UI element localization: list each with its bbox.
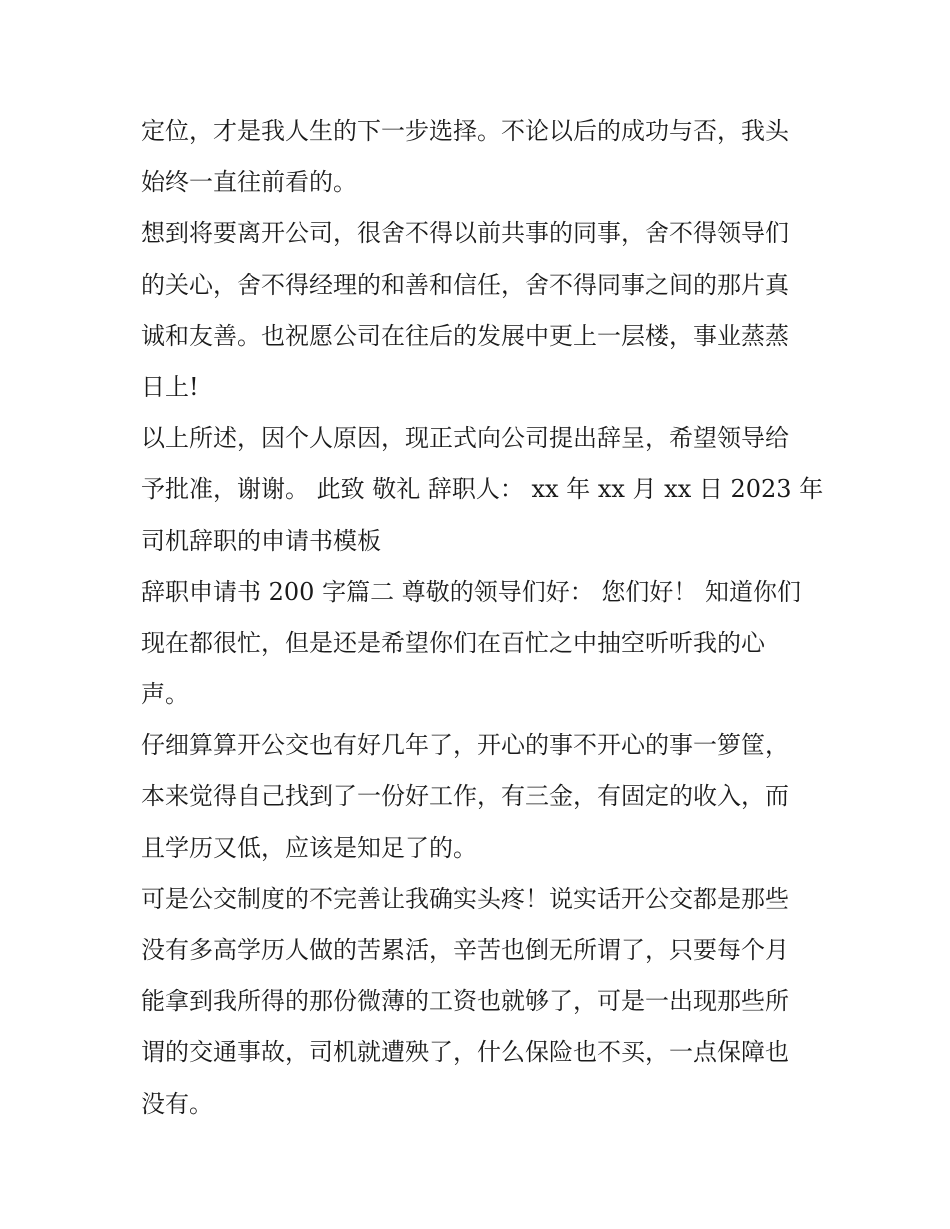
text-line: 能拿到我所得的那份微薄的工资也就够了，可是一出现那些所 <box>141 987 789 1016</box>
body-text <box>141 106 824 1130</box>
text-line: 的关心，舍不得经理的和善和信任，舍不得同事之间的那片真 <box>141 270 789 299</box>
text-line: 声。 <box>141 680 189 709</box>
text-line: 以上所述，因个人原因，现正式向公司提出辞呈，希望领导给 <box>141 424 789 453</box>
text-line: 想到将要离开公司，很舍不得以前共事的同事，舍不得领导们 <box>141 219 789 248</box>
text-line: 始终一直往前看的。 <box>141 168 357 197</box>
text-line: 没有多高学历人做的苦累活，辛苦也倒无所谓了，只要每个月 <box>141 936 789 964</box>
text-line: 现在都很忙，但是还是希望你们在百忙之中抽空听听我的心 <box>141 628 765 657</box>
text-line: 辞职申请书 200 字篇二 尊敬的领导们好： 您们好！ 知道你们 <box>141 577 801 606</box>
text-line: 本来觉得自己找到了一份好工作，有三金，有固定的收入，而 <box>141 782 789 811</box>
section-title: 司机辞职的申请书模板 <box>141 526 381 555</box>
text-line: 且学历又低，应该是知足了的。 <box>141 833 477 862</box>
text-line: 可是公交制度的不完善让我确实头疼！说实话开公交都是那些 <box>141 884 789 913</box>
text-line: 诚和友善。也祝愿公司在往后的发展中更上一层楼，事业蒸蒸 <box>141 321 789 350</box>
text-line: 没有。 <box>141 1089 213 1118</box>
text-line: 仔细算算开公交也有好几年了，开心的事不开心的事一箩筐， <box>141 731 789 760</box>
text-line: 予批准，谢谢。 此致 敬礼 辞职人： xx 年 xx 月 xx 日 2023 年 <box>141 475 824 504</box>
text-line: 定位，才是我人生的下一步选择。不论以后的成功与否，我头 <box>141 117 789 145</box>
text-line: 日上! <box>141 372 199 401</box>
text-line: 谓的交通事故，司机就遭殃了，什么保险也不买，一点保障也 <box>141 1038 789 1067</box>
